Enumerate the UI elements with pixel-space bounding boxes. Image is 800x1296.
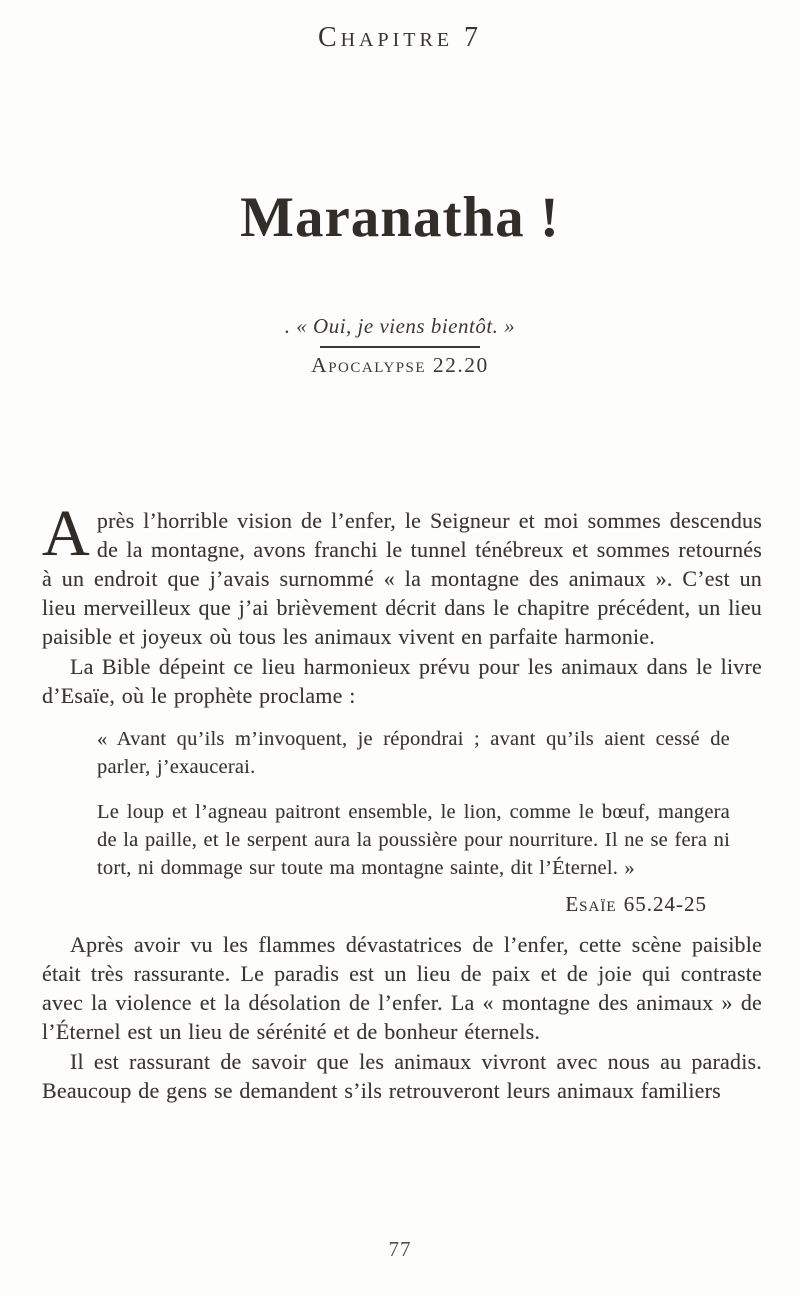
opening-paragraph [42,496,762,651]
epigraph-rule-divider [320,346,480,348]
epigraph-source-reference: Apocalypse 22.20 [311,352,489,377]
scripture-attribution: Esaïe 65.24-25 [565,891,707,916]
scripture-stanza-2: Le loup et l’agneau paitront ensemble, le lion, comme le bœuf, mangera de la paille, et le serpent aura la poussière pour nourriture. Il ne se fera ni tort, ni dommage sur toute ma montagne sainte, dit l’Éternel. » [97,800,730,879]
scripture-quote-block [97,725,730,882]
body-text [0,496,800,1105]
page-number: 77 [388,1237,412,1261]
drop-cap-letter: A [42,496,90,570]
scripture-stanza-1: « Avant qu’ils m’invoquent, je répondrai ; avant qu’ils aient cessé de parler, j’exaucerai. [97,727,730,778]
intro-paragraph: La Bible dépeint ce lieu harmonieux prévu pour les animaux dans le livre d’Esaïe, où le prophète proclame : [42,653,762,708]
opening-paragraph-text: près l’horrible vision de l’enfer, le Seigneur et moi sommes descendus de la montagne, avons franchi le tunnel ténébreux et sommes retournés à un endroit que j’avais surnommé « la montagne des animaux ». C’est un lieu merveilleux que j’ai brièvement décrit dans le chapitre précédent, un lieu paisible et joyeux où tous les animaux vivent en parfaite harmonie. [42,507,762,649]
chapter-title: Maranatha ! [240,186,560,249]
epigraph [0,314,800,378]
chapter-label: Chapitre 7 [317,22,483,53]
closing-paragraph-1: Après avoir vu les flammes dévastatrices de l’enfer, cette scène paisible était très rassurante. Le paradis est un lieu de paix et de joie qui contraste avec la violence et la désolation de l’enfer. La « montagne des animaux » de l’Éternel est un lieu de sérénité et de bonheur éternels. [42,931,762,1044]
closing-paragraph-2: Il est rassurant de savoir que les animaux vivront avec nous au paradis. Beaucoup de gens se demandent s’ils retrouveront leurs animaux familiers [42,1048,762,1103]
epigraph-quote: . « Oui, je viens bientôt. » [284,313,516,338]
